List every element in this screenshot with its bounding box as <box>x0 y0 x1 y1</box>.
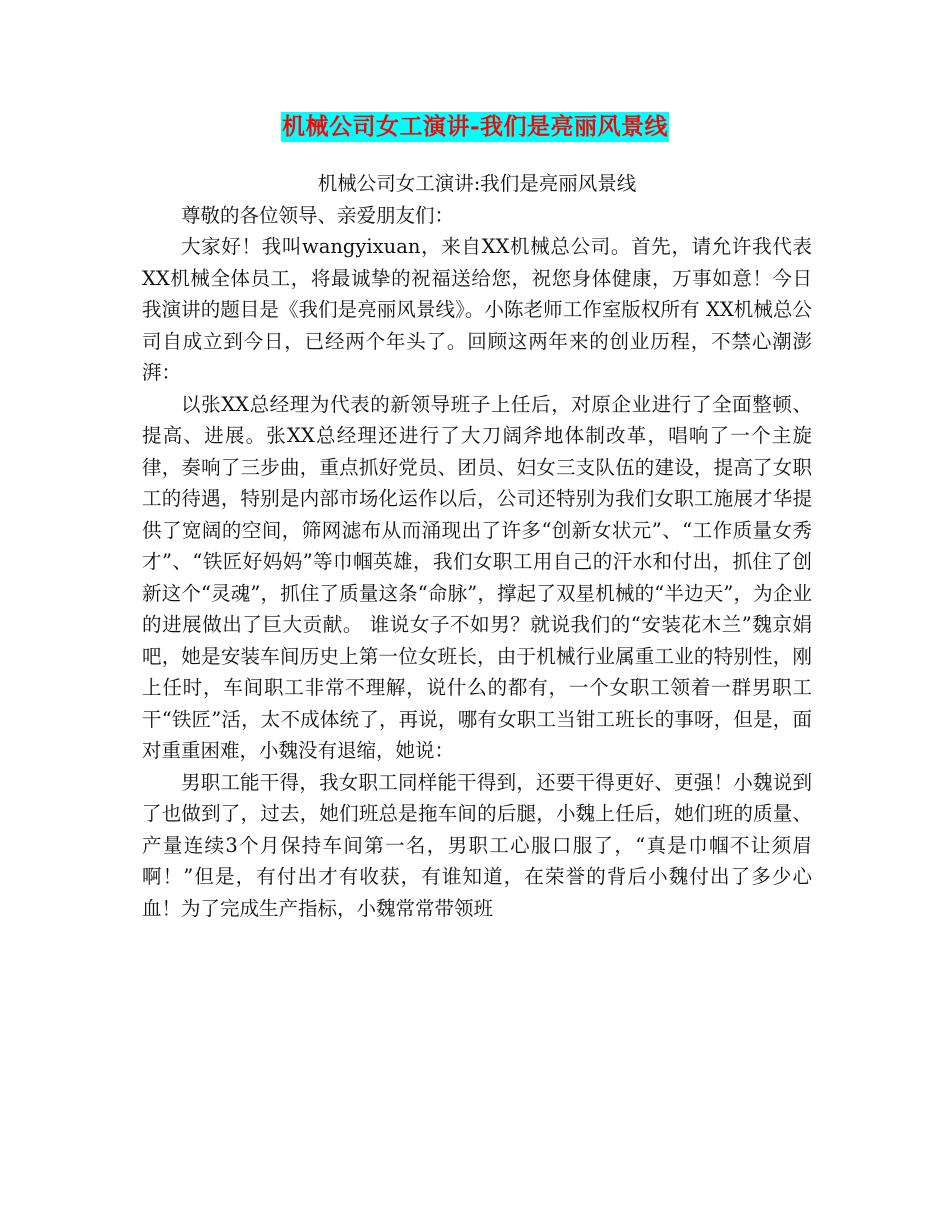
document-body <box>142 168 812 924</box>
title-container <box>0 112 950 142</box>
paragraph-introduction: 大家好！我叫wangyixuan，来自XX机械总公司。首先，请允许我代表XX机械全体员工，将最诚挚的祝福送给您，祝您身体健康，万事如意！今日我演讲的题目是《我们是亮丽风景线》。小陈老师工作室版权所有 XX机械总公司自成立到今日，已经两个年头了。回顾这两年来的创业历程，不禁心潮澎湃： <box>142 235 812 384</box>
document-title: 机械公司女工演讲-我们是亮丽风景线 <box>281 113 669 140</box>
paragraph-xiao-wei: 男职工能干得，我女职工同样能干得到，还要干得更好、更强！小魏说到了也做到了，过去，她们班总是拖车间的后腿，小魏上任后，她们班的质量、产量连续3个月保持车间第一名，男职工心服口服了，“真是巾帼不让须眉啊！”但是，有付出才有收获，有谁知道，在荣誉的背后小魏付出了多少心血！为了完成生产指标，小魏常常带领班 <box>142 770 812 920</box>
paragraph-company-history: 以张XX总经理为代表的新领导班子上任后，对原企业进行了全面整顿、提高、进展。张XX总经理还进行了大刀阔斧地体制改革，唱响了一个主旋律，奏响了三步曲，重点抓好党员、团员、妇女三支队伍的建设，提高了女职工的待遇，特别是内部市场化运作以后，公司还特别为我们女职工施展才华提供了宽阔的空间，筛网滤布从而涌现出了许多“创新女状元”、“工作质量女秀才”、“铁匠好妈妈”等巾帼英雄，我们女职工用自己的汗水和付出，抓住了创新这个“灵魂”，抓住了质量这条“命脉”，撑起了双星机械的“半边天”，为企业的进展做出了巨大贡献。 谁说女子不如男？就说我们的“安装花木兰”魏京娟吧，她是安装车间历史上第一位女班长，由于机械行业属重工业的特别性，刚上任时，车间职工非常不理解，说什么的都有，一个女职工领着一群男职工干“铁匠”活，太不成体统了，再说，哪有女职工当钳工班长的事呀，但是，面对重重困难，小魏没有退缩，她说： <box>142 392 812 762</box>
document-subtitle: 机械公司女工演讲:我们是亮丽风景线 <box>317 172 637 195</box>
paragraph-greeting: 尊敬的各位领导、亲爱朋友们： <box>181 203 455 227</box>
